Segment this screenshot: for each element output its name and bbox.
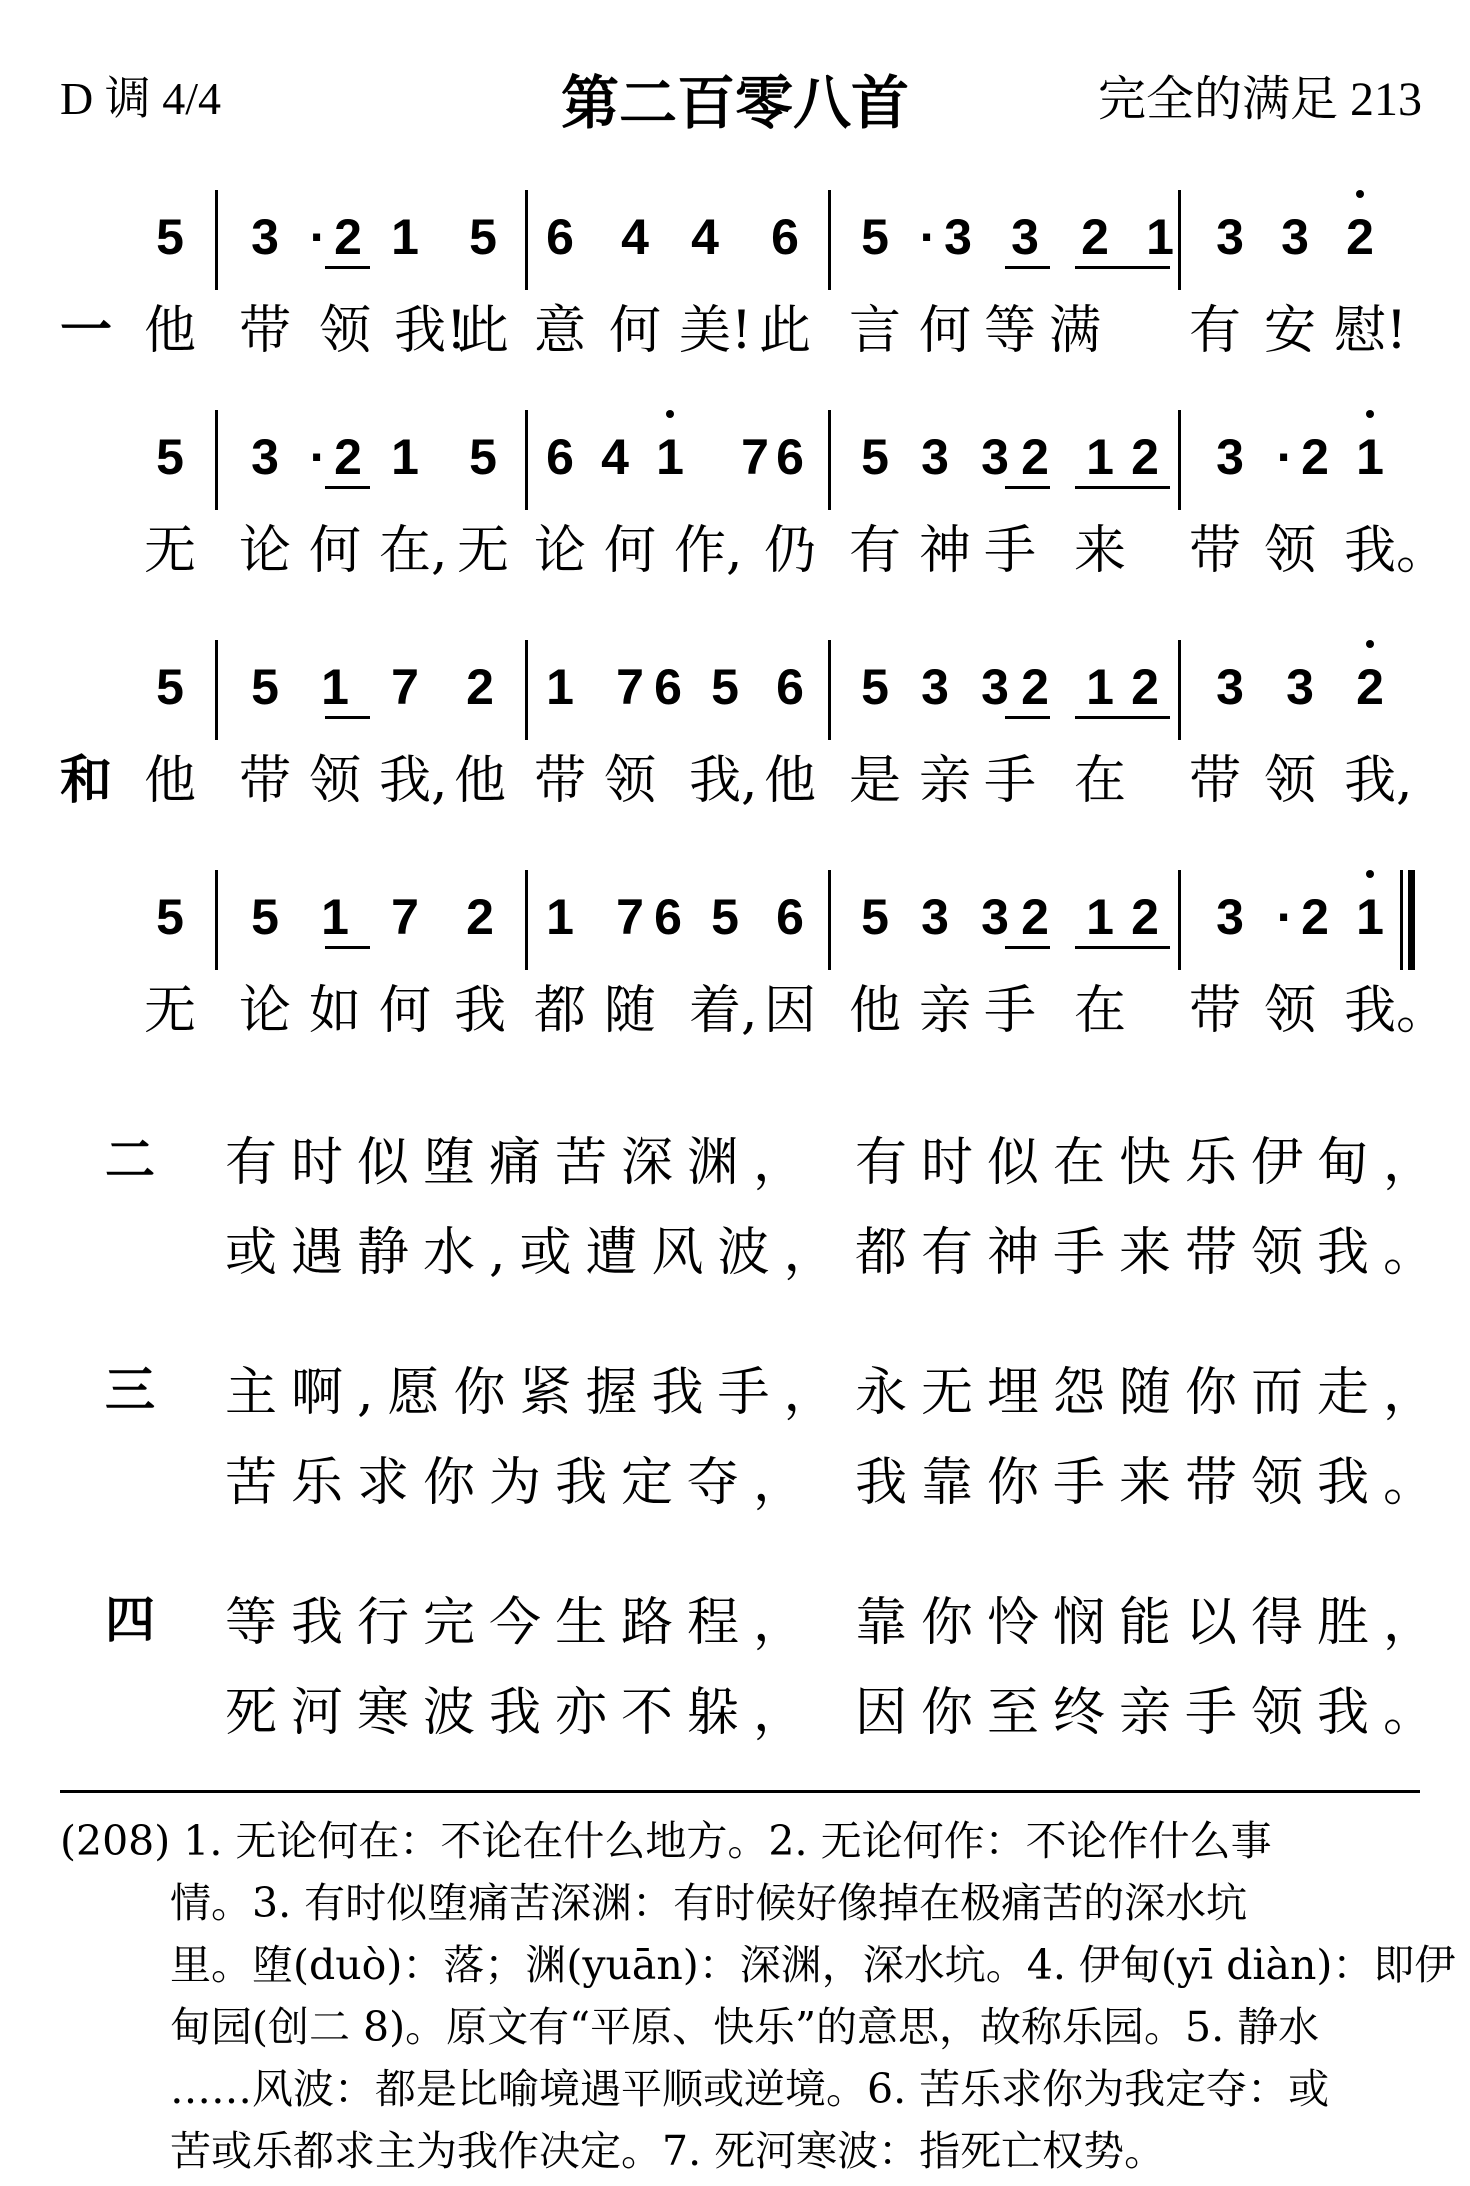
- line1-lyric: 言: [849, 301, 902, 361]
- bar-line: [1178, 410, 1181, 510]
- bar-line: [1178, 870, 1181, 970]
- line1-lyric: 慰!: [1334, 301, 1407, 361]
- line4-note: 2: [1021, 889, 1049, 945]
- verse-label: 一: [60, 300, 113, 361]
- line3-lyric: 带: [1189, 751, 1242, 811]
- bar-line: [828, 410, 831, 510]
- line1-note: 3: [944, 209, 972, 265]
- line2-note: 3: [981, 429, 1009, 485]
- line3-note: 5: [861, 659, 889, 715]
- line4-note: 5: [156, 889, 184, 945]
- footnote-line: (208) 1. 无论何在：不论在什么地方。2. 无论何作：不论作什么事: [60, 1817, 1272, 1865]
- line1-note: 2: [334, 209, 362, 265]
- eighth-underline: [1005, 486, 1050, 489]
- line3-lyric: 领: [309, 751, 362, 811]
- line4-lyric: 手: [984, 981, 1037, 1041]
- line1-note: 5: [156, 209, 184, 265]
- key-signature: D 调 4/4: [60, 73, 221, 124]
- line1-lyric: 等: [984, 301, 1037, 361]
- line3-note: 1: [546, 659, 574, 715]
- line3-lyric: 我,: [1344, 751, 1413, 811]
- line1-lyric: 何: [609, 301, 662, 361]
- line3-lyric: 他: [454, 751, 507, 811]
- verse-line: 等我行完今生路程，: [225, 1593, 820, 1653]
- line4-note: 6: [654, 889, 682, 945]
- line1-lyric: 满: [1049, 301, 1102, 361]
- line3-lyric: 带: [534, 751, 587, 811]
- line1-note: 5: [861, 209, 889, 265]
- line3-note: 5: [711, 659, 739, 715]
- line4-note: 1: [1086, 889, 1114, 945]
- line2-note: 1: [391, 429, 419, 485]
- line1-note: 6: [546, 209, 574, 265]
- line1-lyric: 我!: [394, 301, 467, 361]
- line4-lyric: 因: [764, 981, 817, 1041]
- line2-note: 5: [861, 429, 889, 485]
- verse-line: 靠你怜悯能以得胜，: [855, 1593, 1450, 1653]
- verse-line: 因你至终亲手领我。: [855, 1683, 1450, 1743]
- bar-line: [1178, 190, 1181, 290]
- line3-lyric: 他: [764, 751, 817, 811]
- line3-note: 5: [156, 659, 184, 715]
- line1-lyric: 美!: [679, 301, 752, 361]
- line4-lyric: 领: [1264, 981, 1317, 1041]
- line2-lyric: 论: [534, 521, 587, 581]
- line3-note: 5: [251, 659, 279, 715]
- line2-note: 1: [656, 429, 684, 485]
- line2-note: 3: [921, 429, 949, 485]
- line2-note: ·: [309, 429, 327, 485]
- line1-lyric: 安: [1264, 301, 1317, 361]
- line1-note: 2: [1081, 209, 1109, 265]
- line3-lyric: 带: [239, 751, 292, 811]
- line1-lyric: 他: [144, 301, 197, 361]
- line4-note: ·: [1276, 889, 1294, 945]
- line4-note: 6: [776, 889, 804, 945]
- fermata-dot: [1366, 870, 1374, 878]
- bar-line: [215, 870, 218, 970]
- line1-note: 6: [771, 209, 799, 265]
- bar-line: [525, 410, 528, 510]
- line1-lyric: 意: [534, 301, 587, 361]
- line2-lyric: 仍: [764, 521, 817, 581]
- verse-number: 三: [105, 1361, 155, 1419]
- line3-note: 3: [1286, 659, 1314, 715]
- line1-note: 3: [251, 209, 279, 265]
- line2-lyric: 何: [309, 521, 362, 581]
- verse-line: 苦乐求你为我定夺，: [225, 1453, 820, 1513]
- line3-note: 2: [1131, 659, 1159, 715]
- line4-lyric: 如: [309, 981, 362, 1041]
- line3-note: 7: [616, 659, 644, 715]
- eighth-underline: [1075, 266, 1170, 269]
- line3-note: 3: [921, 659, 949, 715]
- line1-note: 1: [1146, 209, 1174, 265]
- line1-note: 4: [621, 209, 649, 265]
- line4-lyric: 他: [849, 981, 902, 1041]
- footnote-line: 里。堕(duò)：落；渊(yuān)：深渊，深水坑。4. 伊甸(yī diàn)：即伊: [170, 1941, 1456, 1989]
- bar-line: [215, 190, 218, 290]
- line4-lyric: 何: [379, 981, 432, 1041]
- verse-line: 或遇静水,或遭风波，: [225, 1223, 850, 1283]
- line2-lyric: 论: [239, 521, 292, 581]
- line3-lyric: 是: [849, 751, 902, 811]
- line3-note: 1: [321, 659, 349, 715]
- line1-note: 3: [1216, 209, 1244, 265]
- hymn-title: 第二百零八首: [560, 69, 909, 137]
- verse-number: 二: [105, 1131, 155, 1189]
- line4-note: 2: [466, 889, 494, 945]
- line1-note: 2: [1346, 209, 1374, 265]
- line1-lyric: 何: [919, 301, 972, 361]
- line4-note: 7: [616, 889, 644, 945]
- eighth-underline: [325, 266, 370, 269]
- line3-note: 2: [466, 659, 494, 715]
- line3-note: 2: [1021, 659, 1049, 715]
- eighth-underline: [1005, 716, 1050, 719]
- line4-lyric: 都: [534, 981, 587, 1041]
- line3-note: 2: [1356, 659, 1384, 715]
- line3-note: 1: [1086, 659, 1114, 715]
- line1-note: 5: [469, 209, 497, 265]
- final-bar: [1408, 870, 1415, 970]
- line4-note: 1: [1356, 889, 1384, 945]
- eighth-underline: [1075, 946, 1170, 949]
- line3-note: 3: [1216, 659, 1244, 715]
- line2-note: 7: [741, 429, 769, 485]
- line4-note: 5: [711, 889, 739, 945]
- line4-lyric: 无: [144, 981, 197, 1041]
- verse-line: 死河寒波我亦不躲，: [225, 1683, 820, 1743]
- line4-note: 7: [391, 889, 419, 945]
- bar-line: [525, 870, 528, 970]
- line2-lyric: 我。: [1344, 521, 1449, 581]
- hymn-subtitle: 完全的满足 213: [1097, 73, 1422, 126]
- line2-note: 6: [546, 429, 574, 485]
- footnote-line: ……风波：都是比喻境遇平顺或逆境。6. 苦乐求你为我定夺：或: [170, 2065, 1330, 2113]
- line4-note: 2: [1131, 889, 1159, 945]
- line2-lyric: 带: [1189, 521, 1242, 581]
- line4-note: 5: [251, 889, 279, 945]
- eighth-underline: [325, 716, 370, 719]
- line2-note: 2: [1021, 429, 1049, 485]
- verse-number: 四: [105, 1591, 155, 1649]
- line2-lyric: 手: [984, 521, 1037, 581]
- line4-lyric: 着,: [689, 981, 758, 1041]
- bar-line: [828, 640, 831, 740]
- line2-lyric: 来: [1074, 521, 1127, 581]
- line2-note: 3: [1216, 429, 1244, 485]
- line3-lyric: 我,: [689, 751, 758, 811]
- line4-lyric: 我。: [1344, 981, 1449, 1041]
- line3-lyric: 在: [1074, 751, 1127, 811]
- verse-label: 和: [60, 750, 113, 811]
- line2-lyric: 作,: [674, 521, 743, 581]
- line3-lyric: 手: [984, 751, 1037, 811]
- footnote-line: 情。3. 有时似堕痛苦深渊：有时候好像掉在极痛苦的深水坑: [170, 1879, 1248, 1927]
- bar-line: [828, 870, 831, 970]
- fermata-dot: [666, 410, 674, 418]
- bar-line: [525, 190, 528, 290]
- line2-note: 5: [156, 429, 184, 485]
- line2-lyric: 无: [457, 521, 510, 581]
- bar-line: [525, 640, 528, 740]
- line2-lyric: 无: [144, 521, 197, 581]
- eighth-underline: [325, 946, 370, 949]
- line4-note: 5: [861, 889, 889, 945]
- line1-lyric: 此: [457, 301, 510, 361]
- line4-lyric: 在: [1074, 981, 1127, 1041]
- line4-note: 3: [981, 889, 1009, 945]
- line1-note: 1: [391, 209, 419, 265]
- line1-note: 3: [1011, 209, 1039, 265]
- line1-lyric: 有: [1189, 301, 1242, 361]
- line4-note: 3: [1216, 889, 1244, 945]
- line2-lyric: 何: [604, 521, 657, 581]
- eighth-underline: [325, 486, 370, 489]
- line4-lyric: 亲: [919, 981, 972, 1041]
- line3-lyric: 我,: [379, 751, 448, 811]
- line2-note: 4: [601, 429, 629, 485]
- verse-line: 我靠你手来带领我。: [855, 1453, 1450, 1513]
- verse-line: 都有神手来带领我。: [855, 1223, 1450, 1283]
- line1-note: ·: [919, 209, 937, 265]
- footnote-line: 苦或乐都求主为我作决定。7. 死河寒波：指死亡权势。: [170, 2127, 1166, 2175]
- line3-lyric: 领: [604, 751, 657, 811]
- line2-note: 1: [1356, 429, 1384, 485]
- line1-lyric: 领: [319, 301, 372, 361]
- eighth-underline: [1075, 486, 1170, 489]
- line4-note: 1: [321, 889, 349, 945]
- line1-lyric: 带: [239, 301, 292, 361]
- verse-line: 有时似堕痛苦深渊，: [225, 1133, 820, 1193]
- bar-line: [1178, 640, 1181, 740]
- line4-lyric: 论: [239, 981, 292, 1041]
- line2-note: 5: [469, 429, 497, 485]
- line4-lyric: 随: [604, 981, 657, 1041]
- line2-lyric: 领: [1264, 521, 1317, 581]
- footnote-divider: [60, 1790, 1420, 1793]
- line2-note: 3: [251, 429, 279, 485]
- line2-note: 2: [1131, 429, 1159, 485]
- fermata-dot: [1366, 640, 1374, 648]
- line3-note: 7: [391, 659, 419, 715]
- line1-note: 3: [1281, 209, 1309, 265]
- line2-note: 1: [1086, 429, 1114, 485]
- footnote-line: 甸园(创二 8)。原文有“平原、快乐”的意思，故称乐园。5. 静水: [170, 2003, 1320, 2051]
- line3-lyric: 领: [1264, 751, 1317, 811]
- line1-note: ·: [309, 209, 327, 265]
- verse-line: 主啊,愿你紧握我手，: [225, 1363, 850, 1423]
- line1-note: 4: [691, 209, 719, 265]
- line4-note: 3: [921, 889, 949, 945]
- final-bar: [1400, 870, 1403, 970]
- line2-note: 6: [776, 429, 804, 485]
- line1-lyric: 此: [759, 301, 812, 361]
- line3-lyric: 他: [144, 751, 197, 811]
- line2-lyric: 在,: [379, 521, 448, 581]
- line3-note: 3: [981, 659, 1009, 715]
- fermata-dot: [1356, 190, 1364, 198]
- line3-lyric: 亲: [919, 751, 972, 811]
- line3-note: 6: [776, 659, 804, 715]
- verse-line: 永无埋怨随你而走，: [855, 1363, 1450, 1423]
- line2-lyric: 有: [849, 521, 902, 581]
- eighth-underline: [1075, 716, 1170, 719]
- bar-line: [215, 410, 218, 510]
- line4-lyric: 我: [454, 981, 507, 1041]
- verse-line: 有时似在快乐伊甸，: [855, 1133, 1450, 1193]
- line2-note: 2: [1301, 429, 1329, 485]
- line4-note: 1: [546, 889, 574, 945]
- line4-note: 2: [1301, 889, 1329, 945]
- bar-line: [215, 640, 218, 740]
- fermata-dot: [1366, 410, 1374, 418]
- line3-note: 6: [654, 659, 682, 715]
- line2-note: 2: [334, 429, 362, 485]
- eighth-underline: [1005, 946, 1050, 949]
- line2-lyric: 神: [919, 521, 972, 581]
- eighth-underline: [1005, 266, 1050, 269]
- line4-lyric: 带: [1189, 981, 1242, 1041]
- bar-line: [828, 190, 831, 290]
- line2-note: ·: [1276, 429, 1294, 485]
